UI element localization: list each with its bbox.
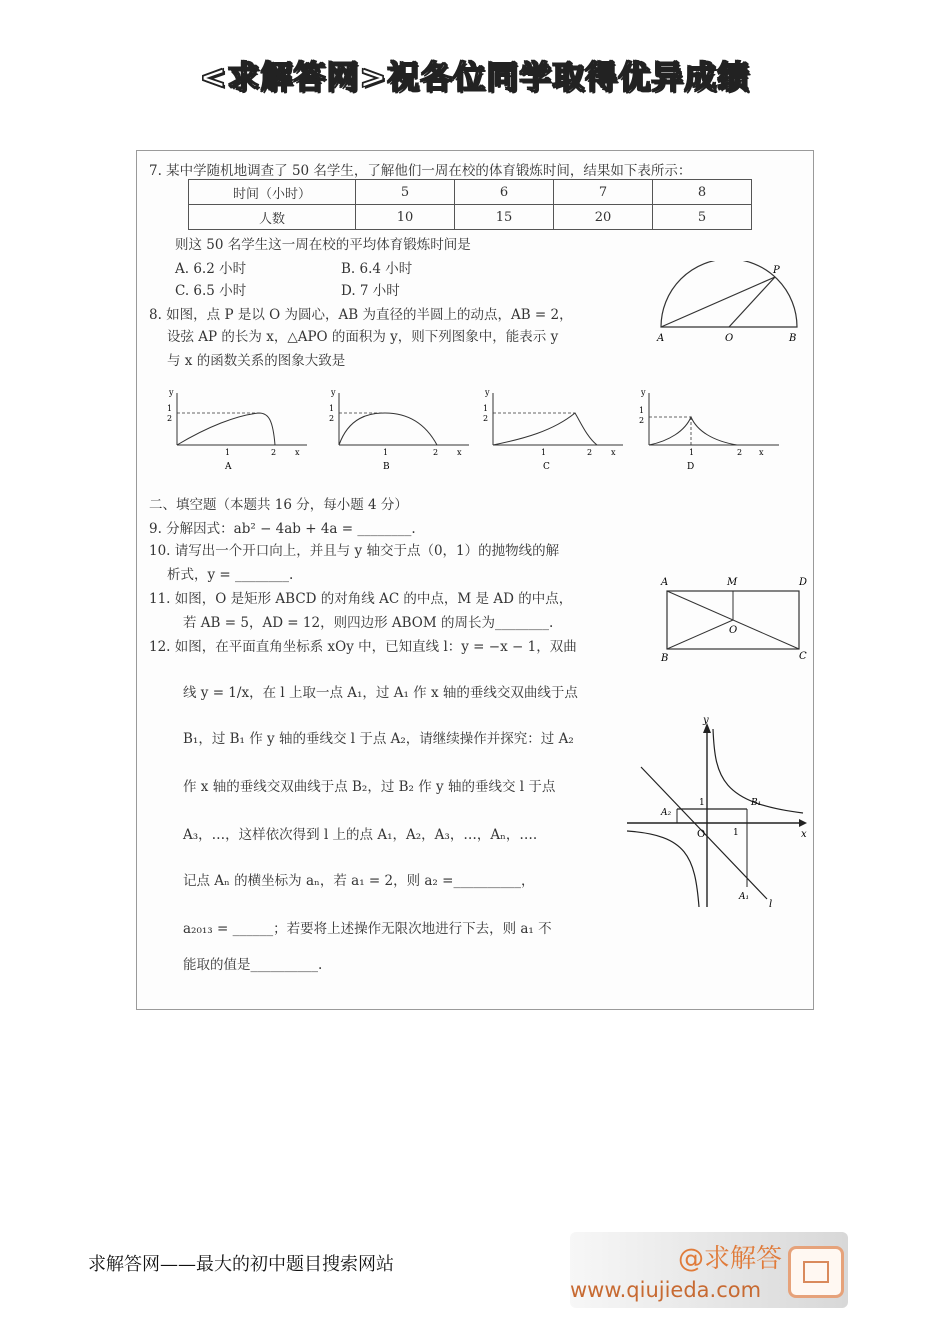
tick-1: 1 <box>383 448 389 457</box>
page-banner: <求解答网>祝各位同学取得优异成绩 <box>199 58 751 96</box>
q7-option-c: C. 6.5 小时 <box>175 283 247 299</box>
graph-b-label: B <box>383 462 390 472</box>
table-row <box>189 205 752 230</box>
tick-1: 1 <box>225 448 231 457</box>
origin-label: O <box>697 829 706 840</box>
q9-text: 9. 分解因式：ab² − 4ab + 4a = ________. <box>149 521 416 537</box>
logo-url-text: www.qiujieda.com <box>570 1278 762 1302</box>
graph-c-label: C <box>543 462 550 472</box>
logo-brand-text: @求解答 <box>678 1244 783 1274</box>
y-axis-label: y <box>331 388 336 397</box>
point-p-label: P <box>773 265 780 276</box>
half-denominator: 2 <box>483 414 489 423</box>
q11-line2: 若 AB = 5，AD = 12，则四边形 ABOM 的周长为________. <box>183 615 554 631</box>
q7-stem: 7. 某中学随机地调查了 50 名学生，了解他们一周在校的体育锻炼时间，结果如下表所示： <box>149 163 692 179</box>
q11-line1: 11. 如图，O 是矩形 ABCD 的对角线 AC 的中点，M 是 AD 的中点， <box>149 591 573 607</box>
graph-a-label: A <box>225 462 232 472</box>
graph-c <box>483 388 623 472</box>
y-axis-label: y <box>703 717 709 726</box>
table-cell: 15 <box>455 205 554 230</box>
q7-ask: 则这 50 名学生这一周在校的平均体育锻炼时间是 <box>175 237 471 253</box>
point-b1-label: B₁ <box>751 798 762 808</box>
q12-line4: 作 x 轴的垂线交双曲线于点 B₂，过 B₂ 作 y 轴的垂线交 l 于点 <box>183 779 556 795</box>
x-axis-label: x <box>295 448 300 457</box>
point-d-label: D <box>799 577 808 588</box>
table-cell: 5 <box>653 205 752 230</box>
x-axis-label: x <box>801 829 807 840</box>
tick-1: 1 <box>689 448 695 457</box>
q12-line1: 12. 如图，在平面直角坐标系 xOy 中，已知直线 l：y = −x − 1，双曲 <box>149 639 577 655</box>
section2-title: 二、填空题（本题共 16 分，每小题 4 分） <box>149 497 408 513</box>
q12-line3: B₁，过 B₁ 作 y 轴的垂线交 l 于点 A₂，请继续操作并探究：过 A₂ <box>183 731 574 747</box>
half-numerator: 1 <box>167 404 173 413</box>
half-numerator: 1 <box>329 404 335 413</box>
y-axis-label: y <box>641 388 646 397</box>
q8-line2: 设弦 AP 的长为 x，△APO 的面积为 y，则下列图象中，能表示 y <box>167 329 559 345</box>
table-cell: 10 <box>356 205 455 230</box>
half-denominator: 2 <box>329 414 335 423</box>
table-cell: 5 <box>356 180 455 205</box>
q7-option-d: D. 7 小时 <box>341 283 400 299</box>
graph-d-label: D <box>687 462 695 472</box>
q12-line7: a₂₀₁₃ = ______；若要将上述操作无限次地进行下去，则 a₁ 不 <box>183 921 552 937</box>
table-row <box>189 180 752 205</box>
line-l-label: l <box>769 899 773 910</box>
table-cell: 6 <box>455 180 554 205</box>
tick-1: 1 <box>541 448 547 457</box>
q8-line1: 8. 如图，点 P 是以 O 为圆心，AB 为直径的半圆上的动点，AB = 2， <box>149 307 573 323</box>
y-axis-label: y <box>169 388 174 397</box>
half-numerator: 1 <box>639 406 645 415</box>
half-denominator: 2 <box>639 416 645 425</box>
point-b-label: B <box>661 653 669 663</box>
q12-line6: 记点 Aₙ 的横坐标为 aₙ，若 a₁ = 2，则 a₂ =__________， <box>183 873 535 889</box>
half-numerator: 1 <box>483 404 489 413</box>
point-b-label: B <box>789 333 797 344</box>
tick-2: 2 <box>587 448 593 457</box>
graph-a <box>167 388 307 472</box>
graph-b <box>329 388 469 472</box>
tick-y-1: 1 <box>699 798 705 808</box>
point-o-label: O <box>725 333 734 344</box>
q12-line2: 线 y = 1/x，在 l 上取一点 A₁，过 A₁ 作 x 轴的垂线交双曲线于点 <box>183 685 578 701</box>
table-cell: 人数 <box>189 205 356 230</box>
tick-2: 2 <box>433 448 439 457</box>
q8-line3: 与 x 的函数关系的图象大致是 <box>167 353 346 369</box>
q12-line8: 能取的值是__________. <box>183 957 323 973</box>
point-a-label: A <box>661 577 669 588</box>
table-cell: 8 <box>653 180 752 205</box>
point-o-label: O <box>729 625 738 636</box>
table-cell: 20 <box>554 205 653 230</box>
q11-rectangle-figure <box>655 573 811 663</box>
q10-line1: 10. 请写出一个开口向上，并且与 y 轴交于点（0，1）的抛物线的解 <box>149 543 560 559</box>
logo-book-icon <box>788 1246 844 1298</box>
point-m-label: M <box>727 577 738 588</box>
tick-2: 2 <box>271 448 277 457</box>
y-axis-label: y <box>485 388 490 397</box>
q8-semicircle-figure <box>655 261 805 345</box>
graph-d <box>639 388 779 472</box>
q10-line2: 析式，y = ________. <box>167 567 294 583</box>
site-logo[interactable] <box>570 1232 848 1308</box>
q8-graph-options <box>157 387 797 479</box>
x-axis-label: x <box>457 448 462 457</box>
tick-x-1: 1 <box>733 828 739 838</box>
x-axis-label: x <box>611 448 616 457</box>
point-a1-label: A₁ <box>739 892 750 902</box>
q12-coordinate-figure <box>627 717 811 917</box>
q7-option-b: B. 6.4 小时 <box>341 261 413 277</box>
footer-site-text: 求解答网——最大的初中题目搜索网站 <box>88 1254 394 1275</box>
point-c-label: C <box>799 651 807 662</box>
point-a-label: A <box>657 333 665 344</box>
q7-option-a: A. 6.2 小时 <box>175 261 247 277</box>
x-axis-label: x <box>759 448 764 457</box>
half-denominator: 2 <box>167 414 173 423</box>
table-cell: 7 <box>554 180 653 205</box>
table-cell: 时间（小时） <box>189 180 356 205</box>
q7-table <box>188 179 752 230</box>
scanned-question-sheet <box>136 150 814 1010</box>
tick-2: 2 <box>737 448 743 457</box>
q12-line5: A₃，…，这样依次得到 l 上的点 A₁，A₂，A₃，…，Aₙ，…. <box>183 827 538 843</box>
point-a2-label: A₂ <box>661 808 672 818</box>
